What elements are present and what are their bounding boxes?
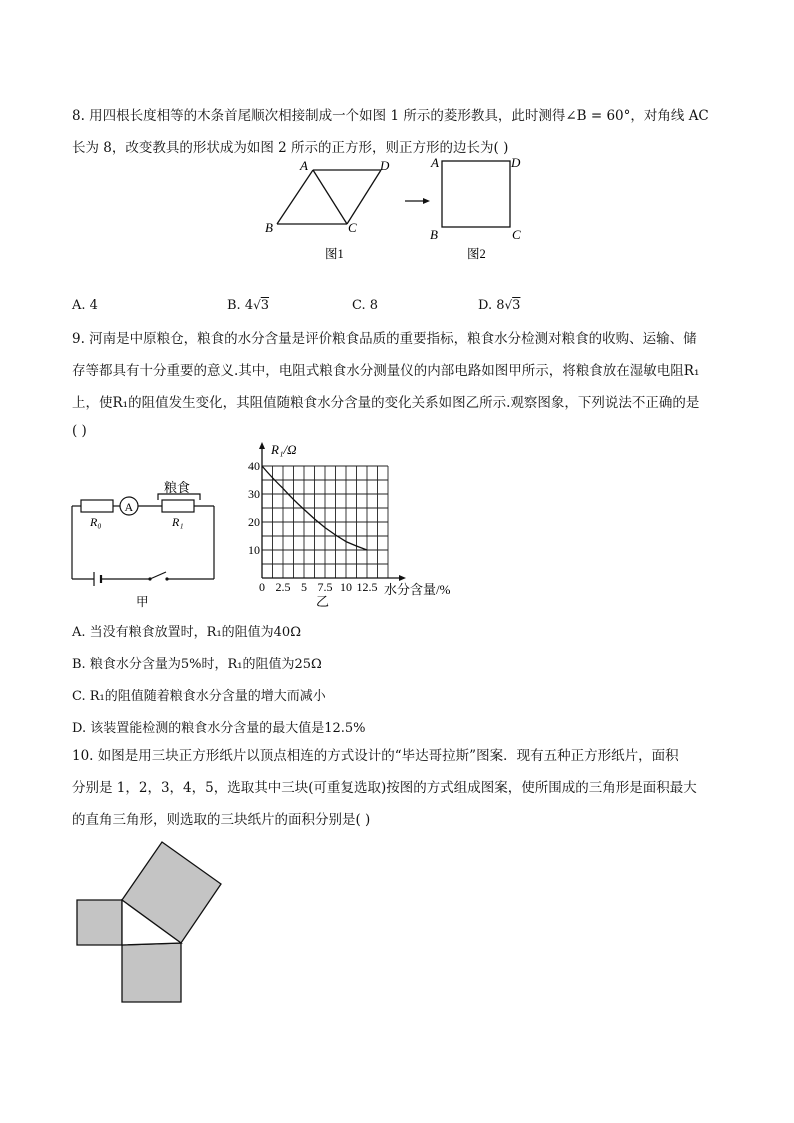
q9-line1: 9. 河南是中原粮仓，粮食的水分含量是评价粮食品质的重要指标，粮食水分检测对粮食的收购、运输、储 — [72, 331, 697, 347]
q10-line1: 10. 如图是用三块正方形纸片以顶点相连的方式设计的“毕达哥拉斯”图案．现有五种正方形纸片，面积 — [72, 748, 679, 764]
x-tick-label: 12.5 — [356, 580, 378, 594]
q8-option-c: C. 8 — [352, 298, 379, 313]
fig1-label-d: D — [380, 158, 390, 173]
graph-xlabel: 水分含量/% — [384, 582, 451, 597]
fig1-label-c: C — [348, 220, 357, 235]
q9-option-a: A. 当没有粮食放置时，R₁的阻值为40Ω — [72, 625, 301, 640]
ammeter-label: A — [124, 500, 134, 514]
q10-line2: 分别是 1，2，3，4，5，选取其中三块(可重复选取)按图的方式组成图案，使所围成的三角形是面积最大 — [72, 780, 697, 796]
q8-option-b-prefix: B. 4 — [227, 298, 254, 313]
fig2-label-c: C — [512, 227, 521, 242]
x-axis-arrow-icon — [399, 575, 406, 581]
grain-label: 粮食 — [164, 480, 191, 495]
q8-option-a: A. 4 — [72, 298, 98, 313]
fig2-label-b: B — [430, 227, 438, 242]
graph-axes — [259, 442, 406, 581]
q8-line1: 8. 用四根长度相等的木条首尾顺次相接制成一个如图 1 所示的菱形教具，此时测得∠B = 60°，对角线 AC — [72, 108, 709, 124]
fig2-label-a: A — [431, 155, 439, 170]
rhombus-figure — [277, 170, 381, 224]
resistance-moisture-graph — [238, 438, 470, 614]
fig1-label-a: A — [300, 158, 308, 173]
fig2-label-d: D — [511, 155, 521, 170]
x-tick-label: 0 — [259, 580, 265, 594]
fig1-caption: 图1 — [325, 247, 344, 261]
y-tick-label: 30 — [248, 487, 260, 501]
y-tick-label: 40 — [248, 459, 260, 473]
q8-line2: 长为 8，改变教具的形状成为如图 2 所示的正方形，则正方形的边长为( ) — [72, 140, 509, 156]
y-axis-arrow-icon — [259, 442, 265, 449]
circuit-caption: 甲 — [136, 595, 149, 609]
y-tick-label: 10 — [248, 543, 260, 557]
q8-figures — [255, 150, 545, 268]
graph-ylabel: R₁/Ω — [271, 442, 297, 457]
q10-line3: 的直角三角形，则选取的三块纸片的面积分别是( ) — [72, 812, 371, 828]
x-tick-label: 10 — [340, 580, 352, 594]
fig2-caption: 图2 — [467, 247, 486, 261]
square-bottom — [122, 943, 181, 1002]
square-left — [77, 900, 122, 945]
y-tick-label: 20 — [248, 515, 260, 529]
r1-label: R₁ — [172, 515, 184, 529]
x-tick-label: 2.5 — [275, 580, 291, 594]
q8-option-d-radicand: 3 — [512, 298, 521, 313]
graph-ticks — [248, 459, 378, 594]
r0-label: R₀ — [90, 515, 102, 529]
q9-option-b: B. 粮食水分含量为5%时，R₁的阻值为25Ω — [72, 657, 322, 672]
q9-line4: ( ) — [72, 423, 87, 439]
q9-line3: 上，使R₁的阻值发生变化，其阻值随粮食水分含量的变化关系如图乙所示.观察图象，下列说法不正确的是 — [72, 395, 700, 411]
pythagoras-figure — [70, 835, 250, 1015]
graph-grid — [262, 466, 388, 578]
q8-option-d: D. 8√3 — [478, 298, 521, 313]
q9-option-d: D. 该装置能检测的粮食水分含量的最大值是12.5% — [72, 721, 366, 736]
q8-option-b: B. 4√3 — [227, 298, 270, 313]
x-tick-label: 5 — [301, 580, 307, 594]
x-tick-label: 7.5 — [317, 580, 333, 594]
q9-option-c: C. R₁的阻值随着粮食水分含量的增大而减小 — [72, 689, 326, 704]
square-figure — [442, 161, 510, 227]
q8-option-d-prefix: D. 8 — [478, 298, 505, 313]
arrow-icon — [405, 198, 430, 204]
graph-caption: 乙 — [316, 594, 330, 609]
q8-option-b-radicand: 3 — [260, 298, 270, 313]
fig1-label-b: B — [265, 220, 273, 235]
q9-line2: 存等都具有十分重要的意义.其中，电阻式粮食水分测量仪的内部电路如图甲所示，将粮食放在湿敏电阻R₁ — [72, 363, 700, 379]
circuit-diagram — [66, 474, 226, 614]
